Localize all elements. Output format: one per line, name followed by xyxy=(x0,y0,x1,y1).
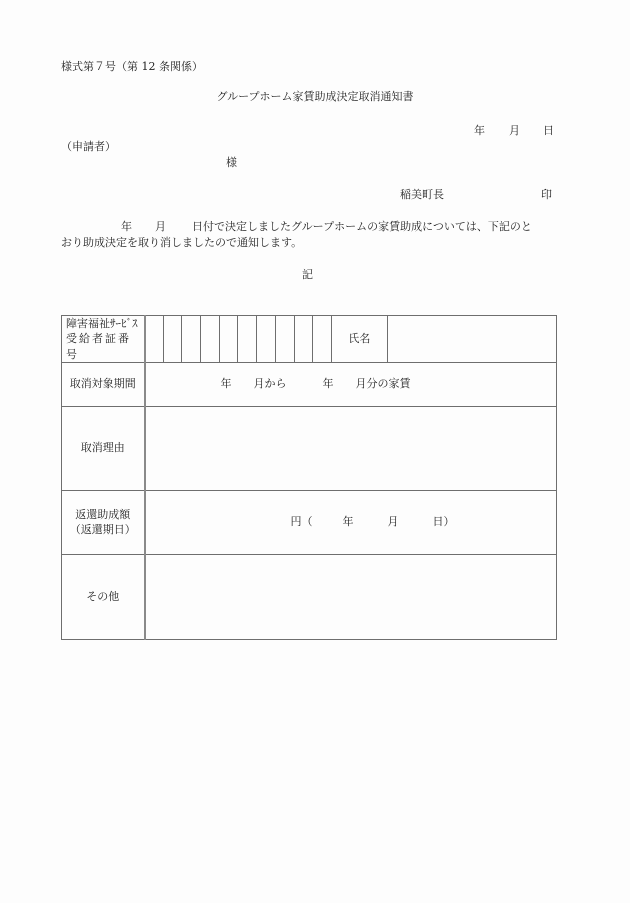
date-month: 月 xyxy=(509,124,520,137)
date-year: 年 xyxy=(474,124,485,137)
addressee-honorific: 様 xyxy=(226,156,237,169)
refund-due-day: 日） xyxy=(432,515,455,529)
refund-amount-row xyxy=(62,491,557,555)
applicant-label: （申請者） xyxy=(61,140,116,153)
body-year: 年 xyxy=(121,220,132,233)
ki-heading: 記 xyxy=(302,268,313,281)
certificate-label-line1: 障害福祉ｻｰﾋﾞｽ xyxy=(66,317,138,330)
certificate-digit-cell[interactable] xyxy=(163,316,182,363)
cancel-period-field[interactable] xyxy=(145,363,557,407)
cancel-reason-label: 取消理由 xyxy=(62,407,145,491)
notice-table xyxy=(61,315,557,640)
other-label: その他 xyxy=(62,555,145,640)
refund-due-month: 月 xyxy=(387,515,399,529)
refund-amount-label-line1: 返還助成額 xyxy=(75,507,131,521)
certificate-digit-cell[interactable] xyxy=(238,316,257,363)
refund-due-year: 年 xyxy=(342,515,354,529)
certificate-digit-cell[interactable] xyxy=(257,316,276,363)
period-start-month: 月から xyxy=(253,377,287,391)
cancel-period-label: 取消対象期間 xyxy=(62,363,145,407)
certificate-row xyxy=(62,316,557,363)
certificate-digit-cell[interactable] xyxy=(294,316,313,363)
certificate-digit-cell[interactable] xyxy=(219,316,238,363)
other-field[interactable] xyxy=(145,555,557,640)
issuer-name: 稲美町長 xyxy=(400,188,444,201)
seal-mark: 印 xyxy=(541,188,552,201)
refund-due-date-label: （返還期日） xyxy=(69,522,136,536)
cancel-reason-field[interactable] xyxy=(145,407,557,491)
form-number: 様式第７号（第 12 条関係） xyxy=(61,60,203,73)
name-field[interactable] xyxy=(387,316,556,363)
body-month: 月 xyxy=(155,220,166,233)
certificate-label-line2: 受給者証番号 xyxy=(66,332,131,361)
refund-amount-field[interactable] xyxy=(145,491,557,555)
certificate-digit-cell[interactable] xyxy=(145,316,164,363)
document-title: グループホーム家賃助成決定取消通知書 xyxy=(216,90,414,103)
refund-amount-label xyxy=(62,491,145,555)
refund-yen: 円（ xyxy=(290,515,313,529)
cancel-period-row xyxy=(62,363,557,407)
body-line1: 日付で決定しましたグループホームの家賃助成については、下記のと xyxy=(192,220,532,233)
period-start-year: 年 xyxy=(220,377,232,391)
other-row xyxy=(62,555,557,640)
cancel-reason-row xyxy=(62,407,557,491)
period-end-year: 年 xyxy=(322,377,334,391)
certificate-digit-cell[interactable] xyxy=(313,316,332,363)
name-label: 氏名 xyxy=(331,316,387,363)
certificate-digit-cell[interactable] xyxy=(182,316,201,363)
certificate-label xyxy=(62,316,145,363)
body-line2: おり助成決定を取り消しましたので通知します。 xyxy=(61,236,303,249)
certificate-digit-cell[interactable] xyxy=(201,316,220,363)
certificate-digit-cell[interactable] xyxy=(275,316,294,363)
date-day: 日 xyxy=(543,124,554,137)
period-end-month: 月分の家賃 xyxy=(355,377,411,391)
